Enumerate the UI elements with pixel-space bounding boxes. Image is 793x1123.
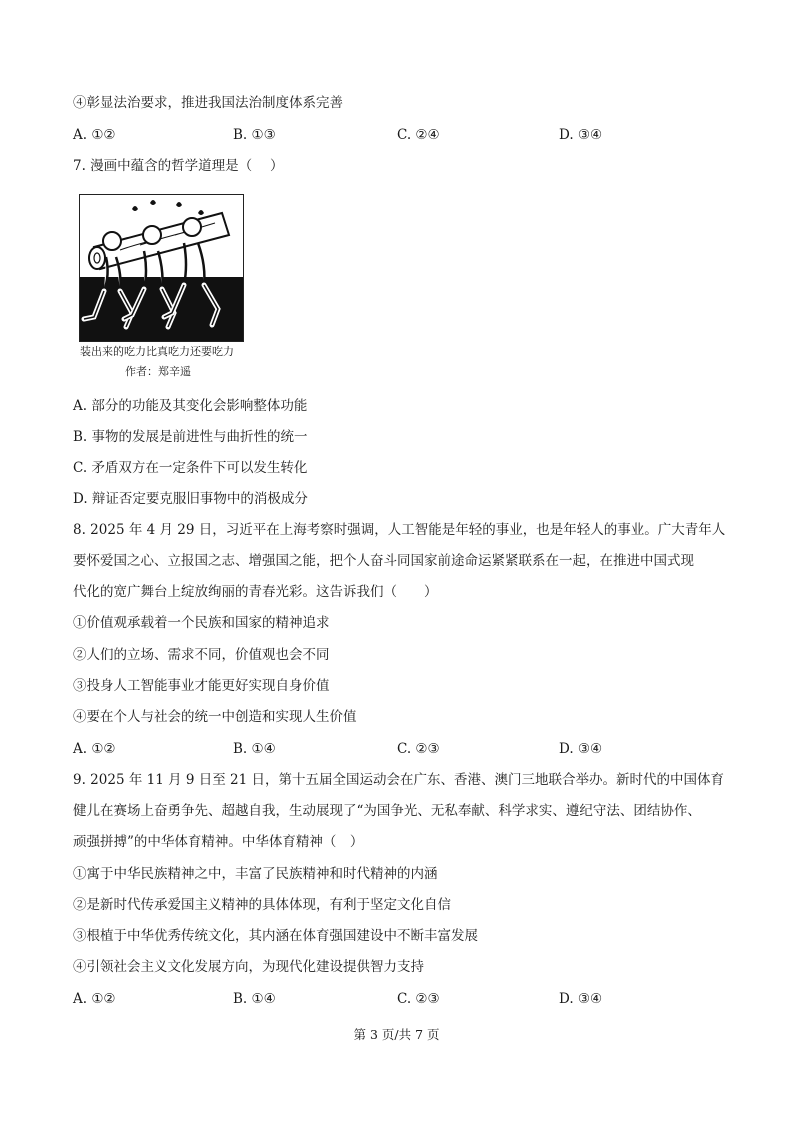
q9-option-a: A. ①② xyxy=(73,991,116,1007)
q9-stem-line-2: 健儿在赛场上奋勇争先、超越自我，生动展现了“为国争光、无私奉献、科学求实、遵纪守法、团结协作、 xyxy=(73,803,701,819)
q6-option-d: D. ③④ xyxy=(559,127,603,143)
q9-stem-line-1: 9. 2025 年 11 月 9 日至 21 日，第十五届全国运动会在广东、香港、澳门三地联合举办。新时代的中国体育 xyxy=(73,772,725,788)
q8-stem-line-2: 要怀爱国之心、立报国之志、增强国之能，把个人奋斗同国家前途命运紧紧联系在一起，在推进中国式现 xyxy=(73,553,694,569)
q8-option-a: A. ①② xyxy=(73,741,116,757)
q9-stem-line-3: 顽强拼搏”的中华体育精神。中华体育精神（ ） xyxy=(73,834,364,850)
q8-options xyxy=(73,740,733,758)
cartoon-author: 作者：郑辛遥 xyxy=(125,365,191,378)
q9-statement-3: ③根植于中华优秀传统文化，其内涵在体育强国建设中不断丰富发展 xyxy=(73,928,478,944)
q8-statement-1: ①价值观承载着一个民族和国家的精神追求 xyxy=(73,615,330,631)
q9-option-c: C. ②③ xyxy=(397,991,440,1007)
q9-statement-1: ①寓于中华民族精神之中，丰富了民族精神和时代精神的内涵 xyxy=(73,866,438,882)
q8-option-d: D. ③④ xyxy=(559,741,603,757)
q7-stem: 7. 漫画中蕴含的哲学道理是（ ） xyxy=(73,158,284,174)
cartoon-drawing xyxy=(80,195,243,341)
q9-option-d: D. ③④ xyxy=(559,991,603,1007)
q8-option-b: B. ①④ xyxy=(233,741,276,757)
q9-statement-2: ②是新时代传承爱国主义精神的具体体现，有利于坚定文化自信 xyxy=(73,897,451,913)
q6-option-b: B. ①③ xyxy=(233,127,276,143)
q7-option-b: B. 事物的发展是前进性与曲折性的统一 xyxy=(73,429,308,445)
q8-stem-line-3: 代化的宽广舞台上绽放绚丽的青春光彩。这告诉我们（ ） xyxy=(73,584,438,600)
page-number: 第 3 页/共 7 页 xyxy=(353,1027,440,1042)
q6-option-c: C. ②④ xyxy=(397,127,440,143)
q9-option-b: B. ①④ xyxy=(233,991,276,1007)
q8-stem-line-1: 8. 2025 年 4 月 29 日，习近平在上海考察时强调，人工智能是年轻的事业，也是年轻人的事业。广大青年人 xyxy=(73,522,726,538)
q9-options xyxy=(73,990,733,1008)
q7-option-c: C. 矛盾双方在一定条件下可以发生转化 xyxy=(73,460,308,476)
q8-statement-3: ③投身人工智能事业才能更好实现自身价值 xyxy=(73,678,330,694)
q8-statement-2: ②人们的立场、需求不同，价值观也会不同 xyxy=(73,647,330,663)
q6-statement-4: ④彰显法治要求，推进我国法治制度体系完善 xyxy=(73,95,343,111)
q9-statement-4: ④引领社会主义文化发展方向，为现代化建设提供智力支持 xyxy=(73,959,424,975)
q6-option-a: A. ①② xyxy=(73,127,116,143)
q8-statement-4: ④要在个人与社会的统一中创造和实现人生价值 xyxy=(73,709,357,725)
q7-option-a: A. 部分的功能及其变化会影响整体功能 xyxy=(73,398,308,414)
cartoon-image xyxy=(79,194,244,342)
q6-options xyxy=(73,126,733,144)
cartoon-caption: 装出来的吃力比真吃力还要吃力 xyxy=(80,345,234,358)
q8-option-c: C. ②③ xyxy=(397,741,440,757)
q7-option-d: D. 辩证否定要克服旧事物中的消极成分 xyxy=(73,491,308,507)
